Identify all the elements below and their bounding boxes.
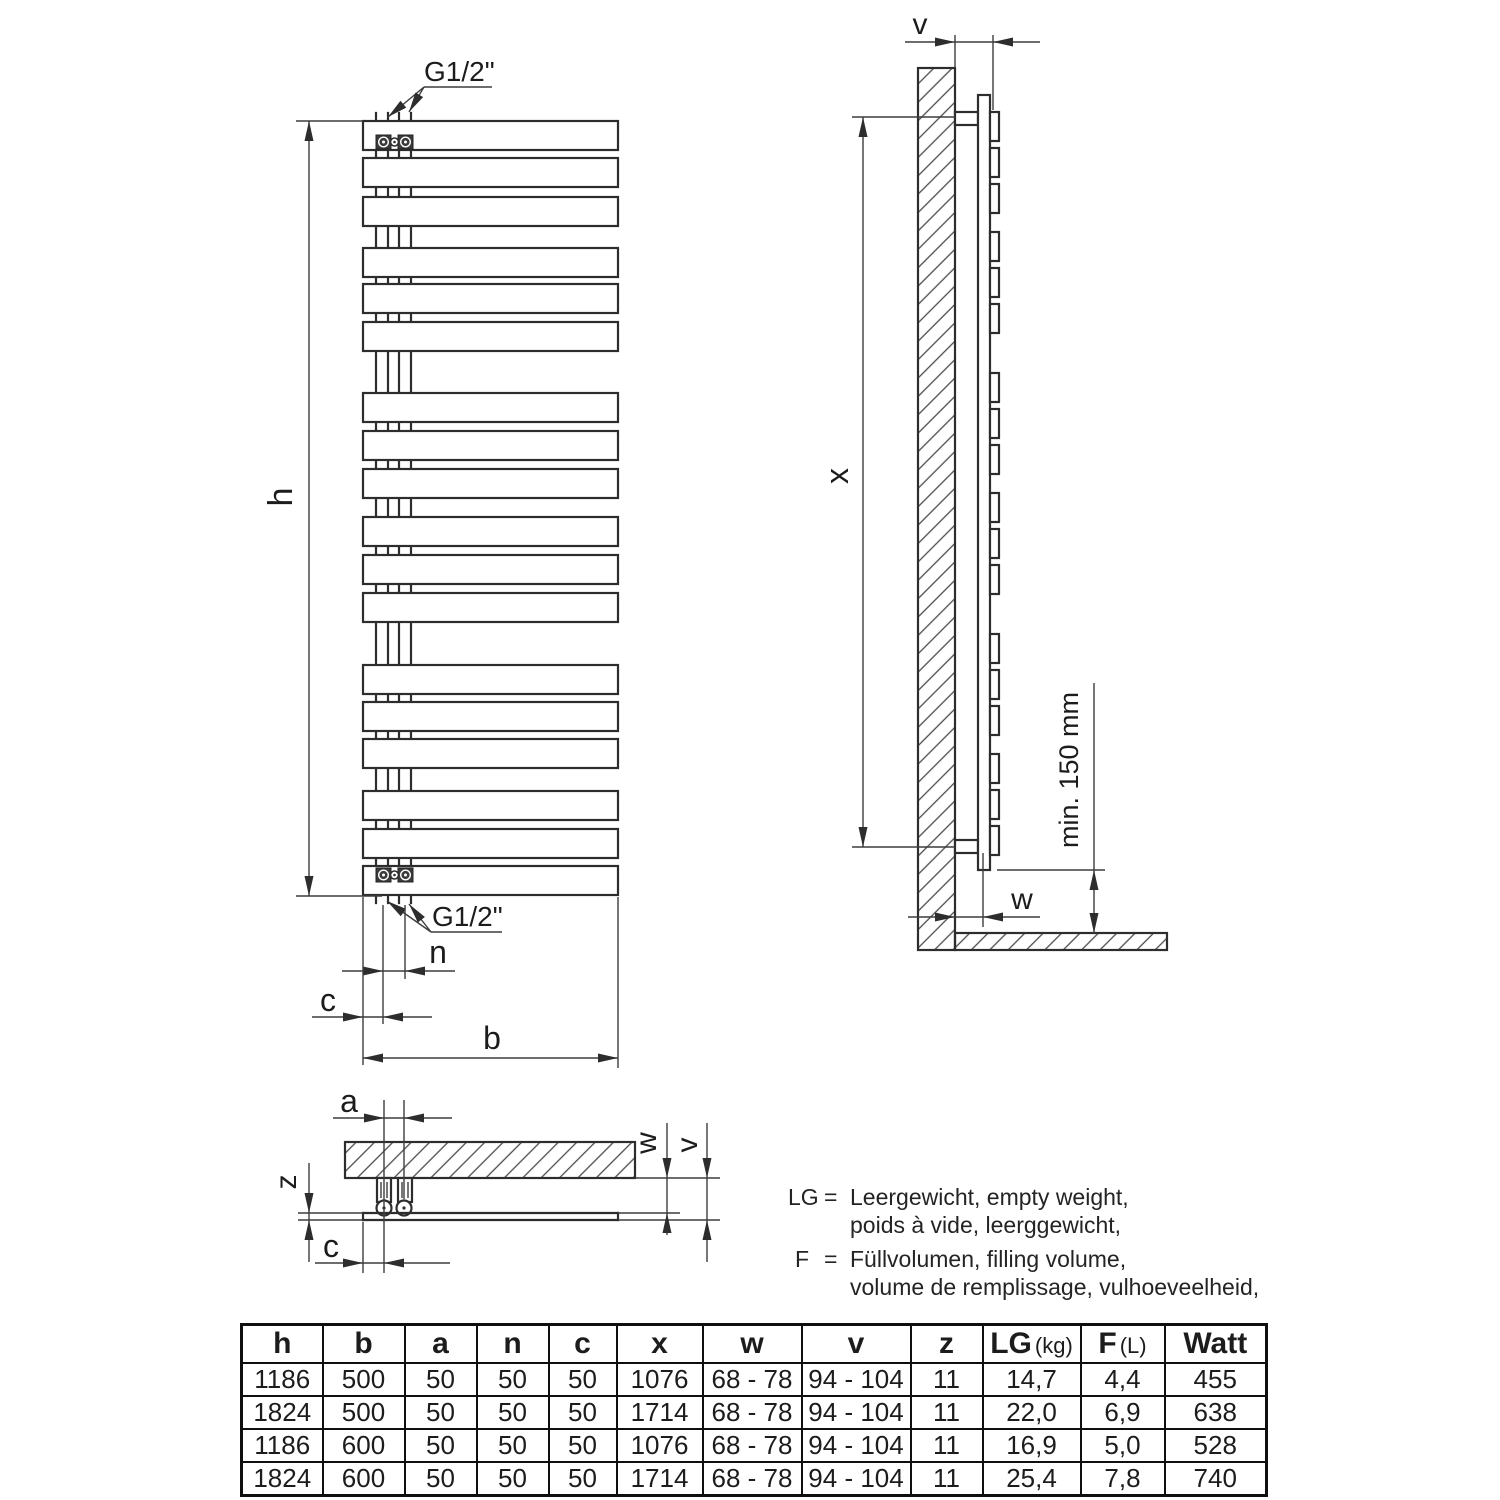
cell-b: 600	[323, 1462, 405, 1496]
dim-w-side-arrow	[983, 913, 1003, 922]
legend-row-f-cont	[788, 1273, 1259, 1301]
dim-label-v-top: v	[671, 1137, 704, 1153]
dim-c-arrow	[343, 1013, 363, 1022]
bar-edge-side	[990, 184, 999, 213]
cell-n: 50	[477, 1363, 549, 1396]
col-header-f: F (L)	[1081, 1325, 1165, 1363]
dim-z-arrow	[305, 1220, 314, 1240]
cell-watt: 528	[1165, 1429, 1267, 1462]
legend-row-lg	[788, 1183, 1259, 1211]
cell-lg: 16,9	[983, 1429, 1081, 1462]
radiator-bar	[363, 393, 618, 422]
col-header-n: n	[477, 1325, 549, 1363]
connection-label-top: G1/2"	[424, 56, 495, 87]
cell-f: 7,8	[1081, 1462, 1165, 1496]
wall-bracket-top	[955, 112, 978, 125]
dim-a-arrow	[404, 1114, 424, 1123]
valve-dot	[404, 141, 407, 144]
cell-n: 50	[477, 1396, 549, 1429]
dim-b-arrow	[363, 1054, 383, 1063]
cell-lg: 22,0	[983, 1396, 1081, 1429]
col-header-h: h	[242, 1325, 323, 1363]
col-header-x: x	[617, 1325, 703, 1363]
valve-mid-dot	[393, 141, 396, 144]
cell-c: 50	[549, 1363, 617, 1396]
cell-x: 1714	[617, 1462, 703, 1496]
cell-v: 94 - 104	[802, 1462, 911, 1496]
drawing-geometry	[296, 35, 1167, 1273]
cell-f: 6,9	[1081, 1396, 1165, 1429]
bar-edge-side	[990, 826, 999, 855]
dim-c2-arrow	[343, 1259, 363, 1268]
legend-text-lg-1: Leergewicht, empty weight,	[850, 1184, 1129, 1210]
bar-edge-side	[990, 634, 999, 663]
bar-edge-side	[990, 790, 999, 819]
cell-lg: 14,7	[983, 1363, 1081, 1396]
radiator-bar	[363, 829, 618, 858]
cell-h: 1186	[242, 1429, 323, 1462]
radiator-bar	[363, 469, 618, 498]
dim-label-x-side: x	[819, 468, 855, 484]
spec-row-1	[242, 1363, 1267, 1396]
valve-dot	[382, 141, 385, 144]
bar-edge-side	[990, 304, 999, 333]
dim-clearance-arrow	[1090, 913, 1099, 933]
cell-w: 68 - 78	[703, 1429, 802, 1462]
legend-term-lg: LG	[788, 1184, 819, 1210]
g-bottom-leader-arrow	[405, 901, 424, 922]
radiator-bar	[363, 158, 618, 187]
bar-edge-side	[990, 493, 999, 522]
radiator-bar	[363, 284, 618, 313]
wall-bracket-bottom	[955, 840, 978, 853]
bar-edge-side	[990, 409, 999, 438]
dim-label-n: n	[429, 934, 447, 970]
cell-b: 500	[323, 1363, 405, 1396]
legend-term-f: F	[795, 1246, 810, 1272]
cell-v: 94 - 104	[802, 1363, 911, 1396]
connection-block	[398, 1178, 412, 1202]
cell-a: 50	[405, 1363, 477, 1396]
cell-b: 500	[323, 1396, 405, 1429]
spec-table	[240, 1323, 1268, 1497]
dim-n-arrow	[405, 967, 425, 976]
wall-section-side-view	[918, 68, 955, 950]
legend	[788, 1183, 1259, 1301]
cell-watt: 740	[1165, 1462, 1267, 1496]
cell-watt: 455	[1165, 1363, 1267, 1396]
collector-side	[978, 95, 990, 870]
dim-h-arrow	[305, 876, 314, 896]
cell-a: 50	[405, 1396, 477, 1429]
dim-z-arrow	[305, 1193, 314, 1213]
legend-row-f	[788, 1245, 1259, 1273]
cell-watt: 638	[1165, 1396, 1267, 1429]
dim-label-a: a	[340, 1083, 358, 1119]
bar-edge-side	[990, 373, 999, 402]
dim-c-arrow	[383, 1013, 403, 1022]
bar-edge-side	[990, 148, 999, 177]
dim-h-arrow	[305, 121, 314, 141]
cell-z: 11	[911, 1363, 983, 1396]
dim-label-w-top: w	[630, 1132, 663, 1154]
spec-row-3	[242, 1429, 1267, 1462]
legend-text-f-2: volume de remplissage, vulhoeveelheid,	[850, 1274, 1260, 1300]
bar-edge-side	[990, 445, 999, 474]
bar-edge-side	[990, 529, 999, 558]
cell-c: 50	[549, 1462, 617, 1496]
legend-eq-lg: =	[824, 1184, 838, 1210]
cell-w: 68 - 78	[703, 1363, 802, 1396]
bar-edge-side	[990, 565, 999, 594]
dim-label-v-side: v	[912, 8, 928, 41]
valve-dot	[404, 874, 407, 877]
cell-h: 1824	[242, 1462, 323, 1496]
cell-z: 11	[911, 1429, 983, 1462]
bar-edge-side	[990, 670, 999, 699]
cell-lg: 25,4	[983, 1462, 1081, 1496]
radiator-bar	[363, 197, 618, 226]
cell-x: 1076	[617, 1429, 703, 1462]
dim-clearance-arrow	[1090, 870, 1099, 890]
cell-b: 600	[323, 1429, 405, 1462]
col-header-a: a	[405, 1325, 477, 1363]
cell-h: 1824	[242, 1396, 323, 1429]
connection-label-bottom: G1/2"	[432, 901, 503, 932]
col-header-b: b	[323, 1325, 405, 1363]
cell-c: 50	[549, 1396, 617, 1429]
dim-n-arrow	[363, 967, 383, 976]
cell-n: 50	[477, 1429, 549, 1462]
legend-eq-f: =	[824, 1246, 838, 1272]
radiator-bar	[363, 431, 618, 460]
legend-text-lg-2: poids à vide, leerggewicht,	[850, 1212, 1122, 1238]
dim-w-top-arrow	[663, 1158, 672, 1178]
valve-dot	[382, 874, 385, 877]
col-header-w: w	[703, 1325, 802, 1363]
col-header-z: z	[911, 1325, 983, 1363]
dim-label-c-top: c	[323, 1228, 339, 1264]
radiator-bar	[363, 322, 618, 351]
collector-dot	[402, 1206, 405, 1209]
dim-v-side-arrow	[935, 38, 955, 47]
valve-mid-dot	[393, 874, 396, 877]
cell-a: 50	[405, 1462, 477, 1496]
cell-h: 1186	[242, 1363, 323, 1396]
dim-label-w-side: w	[1011, 883, 1033, 916]
wall-section-top-view	[345, 1142, 635, 1178]
dim-label-c-front: c	[320, 982, 336, 1018]
dim-b-arrow	[598, 1054, 618, 1063]
cell-z: 11	[911, 1462, 983, 1496]
bar-edge-side	[990, 232, 999, 261]
dim-c2-arrow	[384, 1259, 404, 1268]
cell-w: 68 - 78	[703, 1462, 802, 1496]
floor-clearance-label: min. 150 mm	[1054, 691, 1084, 849]
spec-row-2	[242, 1396, 1267, 1429]
radiator-bar	[363, 791, 618, 820]
radiator-bar	[363, 555, 618, 584]
dim-v-top-arrow	[703, 1158, 712, 1178]
spec-row-4	[242, 1462, 1267, 1496]
legend-row-lg-cont	[788, 1211, 1259, 1239]
dim-v-side-arrow	[993, 38, 1013, 47]
cell-n: 50	[477, 1462, 549, 1496]
cell-f: 5,0	[1081, 1429, 1165, 1462]
dim-v-top-arrow	[703, 1220, 712, 1240]
bar-edge-side	[990, 706, 999, 735]
dim-label-z: z	[270, 1174, 303, 1190]
bar-edge-side	[990, 754, 999, 783]
bar-edge-side	[990, 268, 999, 297]
col-header-v: v	[802, 1325, 911, 1363]
dim-a-arrow	[364, 1114, 384, 1123]
bar-edge-side	[990, 112, 999, 141]
dim-label-b: b	[483, 1020, 501, 1056]
cell-c: 50	[549, 1429, 617, 1462]
dim-x-arrow	[859, 117, 868, 137]
cell-x: 1714	[617, 1396, 703, 1429]
radiator-bar	[363, 665, 618, 694]
cell-v: 94 - 104	[802, 1396, 911, 1429]
col-header-lg: LG (kg)	[983, 1325, 1081, 1363]
cell-w: 68 - 78	[703, 1396, 802, 1429]
cell-v: 94 - 104	[802, 1429, 911, 1462]
dim-x-arrow	[859, 827, 868, 847]
cell-f: 4,4	[1081, 1363, 1165, 1396]
col-header-watt: Watt	[1165, 1325, 1267, 1363]
floor-section	[955, 933, 1167, 950]
radiator-bar	[363, 248, 618, 277]
dim-w-top-arrow	[663, 1213, 672, 1233]
dim-label-h: h	[262, 487, 300, 507]
col-header-c: c	[549, 1325, 617, 1363]
radiator-bar	[363, 739, 618, 768]
legend-text-f-1: Füllvolumen, filling volume,	[850, 1246, 1127, 1272]
cell-x: 1076	[617, 1363, 703, 1396]
cell-z: 11	[911, 1396, 983, 1429]
spec-table-header-row	[242, 1325, 1267, 1363]
radiator-bar	[363, 517, 618, 546]
cell-a: 50	[405, 1429, 477, 1462]
radiator-bar	[363, 702, 618, 731]
radiator-bar	[363, 593, 618, 622]
